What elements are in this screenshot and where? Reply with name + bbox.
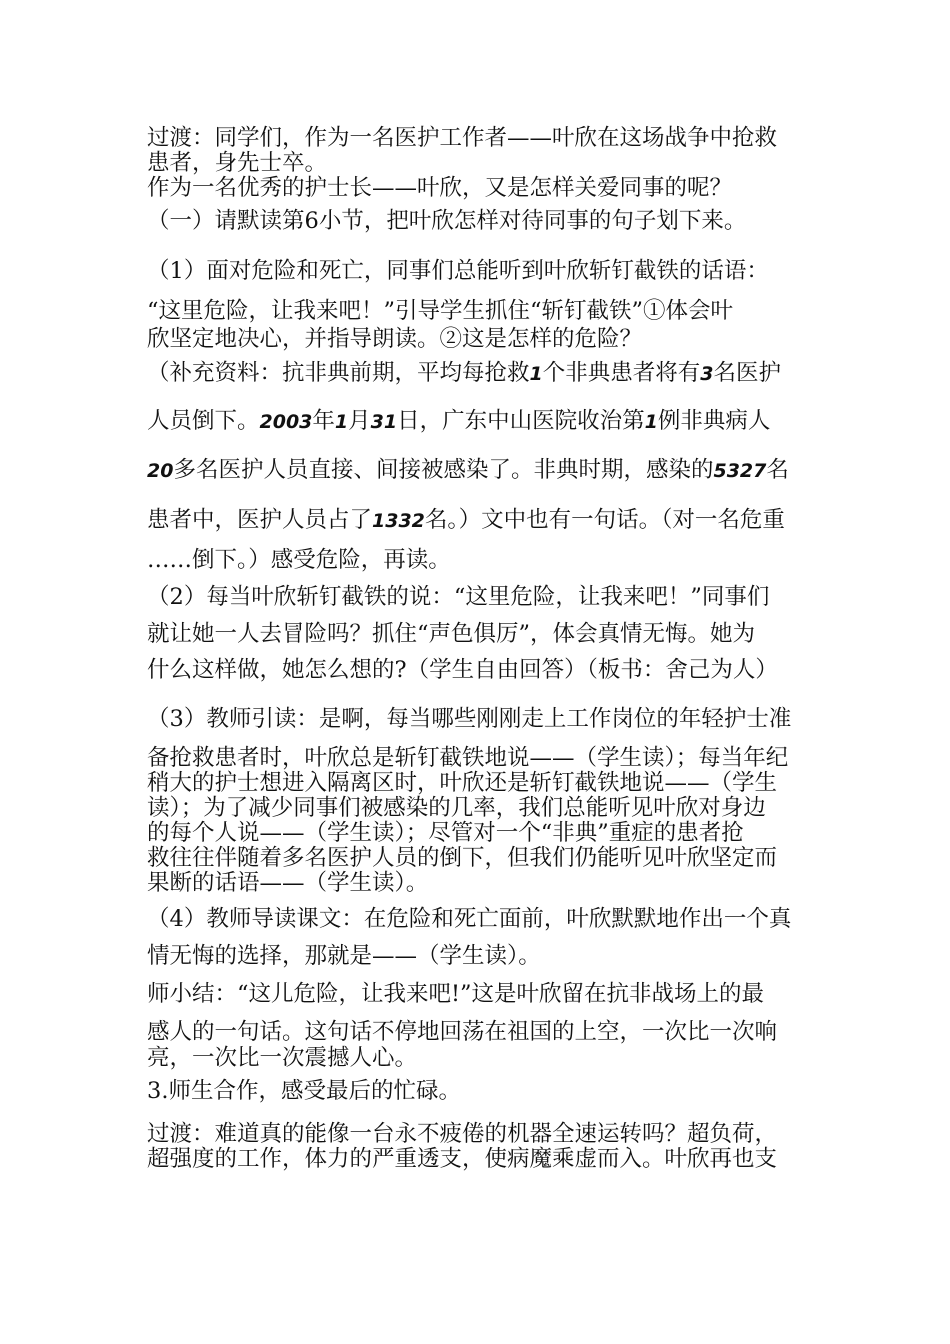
- text-line: （一）请默读第6小节，把叶欣怎样对待同事的句子划下来。: [147, 208, 747, 234]
- text-line: 备抢救患者时，叶欣总是斩钉截铁地说——（学生读）；每当年纪: [147, 745, 789, 771]
- text-line: （3）教师引读：是啊，每当哪些刚刚走上工作岗位的年轻护士准: [147, 706, 792, 732]
- text-line: 患者中，医护人员占了1332名。）文中也有一句话。（对一名危重: [147, 507, 785, 533]
- text-line: （补充资料：抗非典前期，平均每抢救1个非典患者将有3名医护: [147, 360, 782, 386]
- text-line: 过渡：难道真的能像一台永不疲倦的机器全速运转吗？超负荷，: [147, 1121, 778, 1147]
- text-line: 人员倒下。2003年1月31日，广东中山医院收治第1例非典病人: [147, 408, 771, 434]
- text-line: 感人的一句话。这句话不停地回荡在祖国的上空，一次比一次响: [147, 1019, 778, 1045]
- text-line: 情无悔的选择，那就是——（学生读）。: [147, 943, 541, 969]
- text-line: 果断的话语——（学生读）。: [147, 870, 429, 896]
- text-line: 稍大的护士想进入隔离区时，叶欣还是斩钉截铁地说——（学生: [147, 770, 778, 796]
- text-line: （2）每当叶欣斩钉截铁的说：“这里危险，让我来吧！”同事们: [147, 584, 770, 610]
- text-line: 超强度的工作，体力的严重透支，使病魔乘虚而入。叶欣再也支: [147, 1146, 778, 1172]
- text-line: 的每个人说——（学生读）；尽管对一个“非典”重症的患者抢: [147, 820, 744, 846]
- text-line: 20多名医护人员直接、间接被感染了。非典时期，感染的5327名: [147, 457, 789, 483]
- text-line: 什么这样做，她怎么想的?（学生自由回答）（板书：舍己为人）: [147, 657, 778, 683]
- text-line: 亮，一次比一次震撼人心。: [147, 1045, 418, 1071]
- text-line: 欣坚定地决心，并指导朗读。②这是怎样的危险？: [147, 326, 643, 352]
- text-line: （1）面对危险和死亡，同事们总能听到叶欣斩钉截铁的话语：: [147, 258, 769, 284]
- text-line: 过渡：同学们，作为一名医护工作者——叶欣在这场战争中抢救: [147, 125, 778, 151]
- text-line: 作为一名优秀的护士长——叶欣，又是怎样关爱同事的呢？: [147, 175, 733, 201]
- text-line: （4）教师导读课文：在危险和死亡面前，叶欣默默地作出一个真: [147, 906, 792, 932]
- text-line: 就让她一人去冒险吗？抓住“声色俱厉”，体会真情无悔。她为: [147, 621, 756, 647]
- text-line: 患者，身先士卒。: [147, 150, 328, 176]
- text-line: 3.师生合作，感受最后的忙碌。: [147, 1078, 461, 1104]
- text-line: “这里危险，让我来吧！”引导学生抓住“斩钉截铁”①体会叶: [147, 298, 734, 324]
- text-line: 救往往伴随着多名医护人员的倒下，但我们仍能听见叶欣坚定而: [147, 845, 778, 871]
- text-line: 读）；为了减少同事们被感染的几率，我们总能听见叶欣对身边: [147, 795, 766, 821]
- text-line: 师小结：“这儿危险，让我来吧!”这是叶欣留在抗非战场上的最: [147, 981, 765, 1007]
- text-line: ……倒下。）感受危险，再读。: [147, 547, 451, 573]
